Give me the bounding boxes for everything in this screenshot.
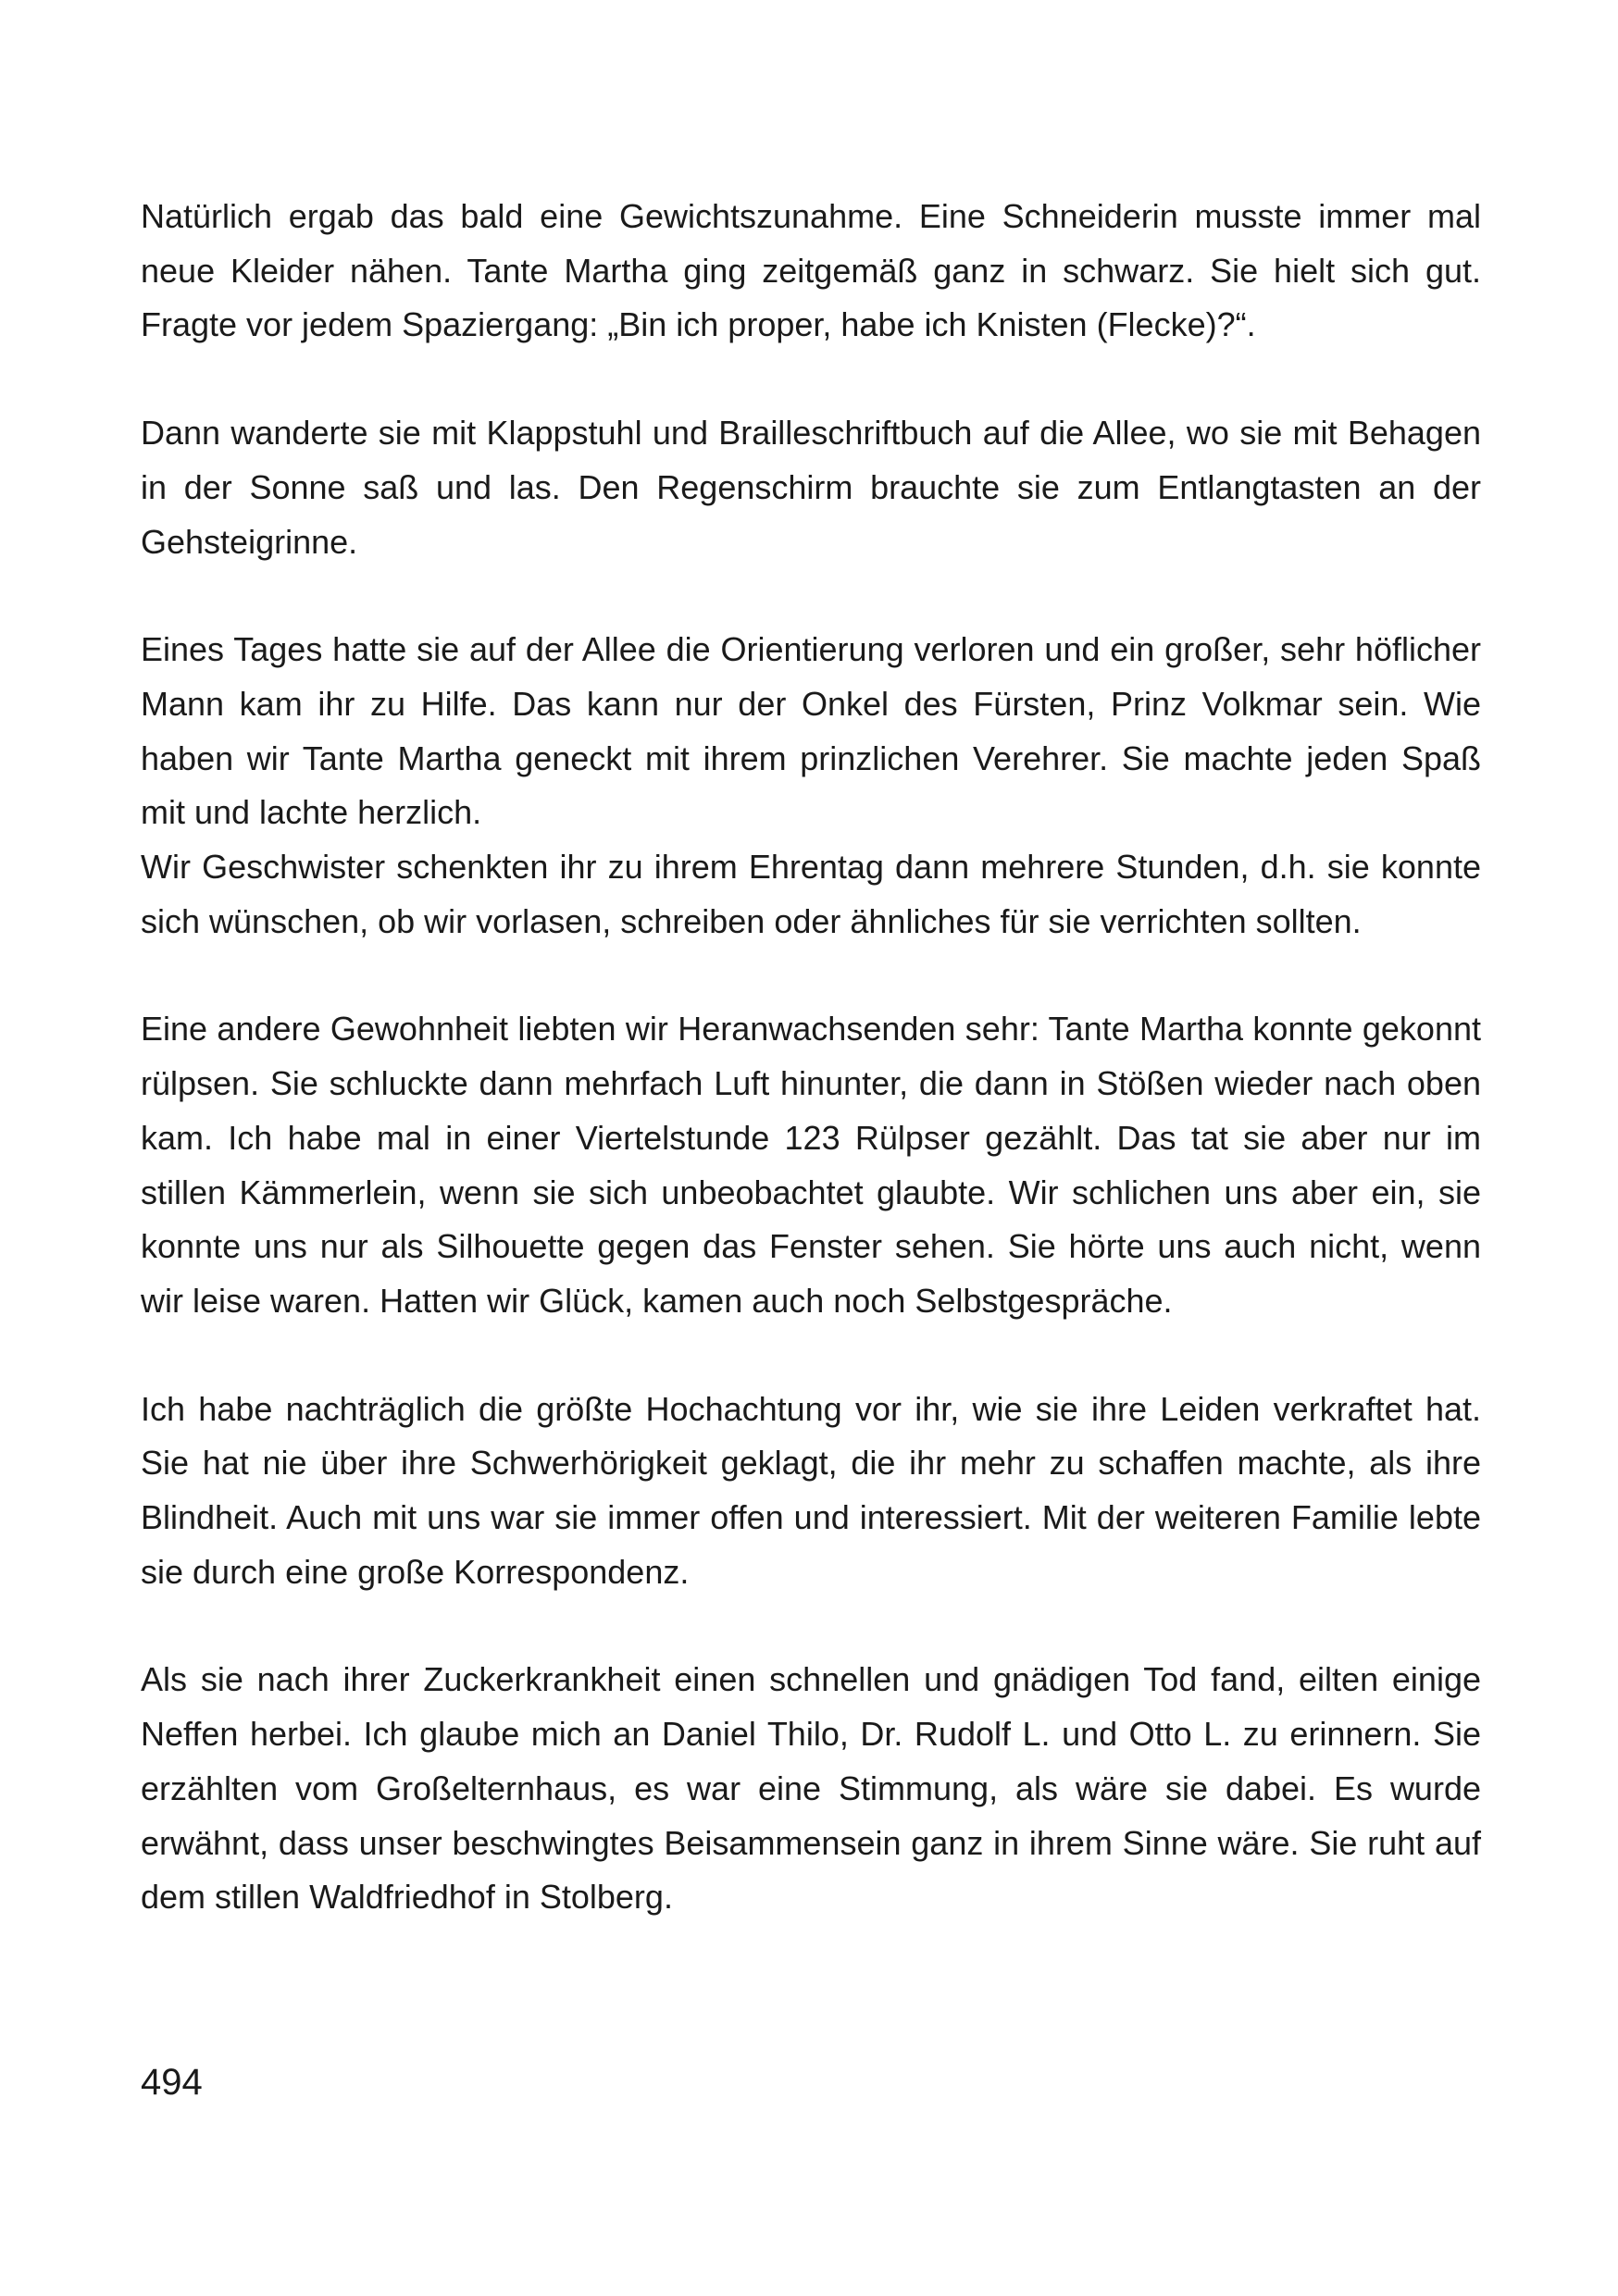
page-number: 494 bbox=[141, 2062, 203, 2103]
paragraph-weight-gain: Natürlich ergab das bald eine Gewichtszunahme. Eine Schneiderin musste immer mal neue Kleider nähen. Tante Martha ging zeitgemäß ganz in schwarz. Sie hielt sich gut. Fragte vor jedem Spaziergang: „Bin ich proper, habe ich Knisten (Flecke)?“. bbox=[141, 197, 1481, 344]
paragraph-respect: Ich habe nachträglich die größte Hochachtung vor ihr, wie sie ihre Leiden verkraftet hat. Sie hat nie über ihre Schwerhörigkeit geklagt, die ihr mehr zu schaffen machte, als ihre Blindheit. Auch mit uns war sie immer offen und interessiert. Mit der weiteren Familie lebte sie durch eine große Korrespondenz. bbox=[141, 1389, 1481, 1591]
paragraph-birthday-gift: Wir Geschwister schenkten ihr zu ihrem Ehrentag dann mehrere Stunden, d.h. sie konnte sich wünschen, ob wir vorlasen, schreiben oder ähnliches für sie verrichten sollten. bbox=[141, 848, 1481, 940]
paragraph-walk-on-avenue: Dann wanderte sie mit Klappstuhl und Brailleschriftbuch auf die Allee, wo sie mit Behagen in der Sonne saß und las. Den Regenschirm brauchte sie zum Entlangtasten an der Gehsteigrinne. bbox=[141, 414, 1481, 561]
paragraph-habit: Eine andere Gewohnheit liebten wir Heranwachsenden sehr: Tante Martha konnte gekonnt rülpsen. Sie schluckte dann mehrfach Luft hinunter, die dann in Stößen wieder nach oben kam. Ich habe mal in einer Viertelstunde 123 Rülpser gezählt. Das tat sie aber nur im stillen Kämmerlein, wenn sie sich unbeobachtet glaubte. Wir schlichen uns aber ein, sie konnte uns nur als Silhouette gegen das Fenster sehen. Sie hörte uns auch nicht, wenn wir leise waren. Hatten wir Glück, kamen auch noch Selbstgespräche. bbox=[141, 1010, 1481, 1320]
paragraph-prince-volkmar: Eines Tages hatte sie auf der Allee die Orientierung verloren und ein großer, sehr höflicher Mann kam ihr zu Hilfe. Das kann nur der Onkel des Fürsten, Prinz Volkmar sein. Wie haben wir Tante Martha geneckt mit ihrem prinzlichen Verehrer. Sie machte jeden Spaß mit und lachte herzlich. bbox=[141, 630, 1481, 832]
document-body bbox=[141, 190, 1481, 1979]
paragraph-death: Als sie nach ihrer Zuckerkrankheit einen schnellen und gnädigen Tod fand, eilten einige Neffen herbei. Ich glaube mich an Daniel Thilo, Dr. Rudolf L. und Otto L. zu erinnern. Sie erzählten vom Großelternhaus, es war eine Stimmung, als wäre sie dabei. Es wurde erwähnt, dass unser beschwingtes Beisammensein ganz in ihrem Sinne wäre. Sie ruht auf dem stillen Waldfriedhof in Stolberg. bbox=[141, 1660, 1481, 1917]
